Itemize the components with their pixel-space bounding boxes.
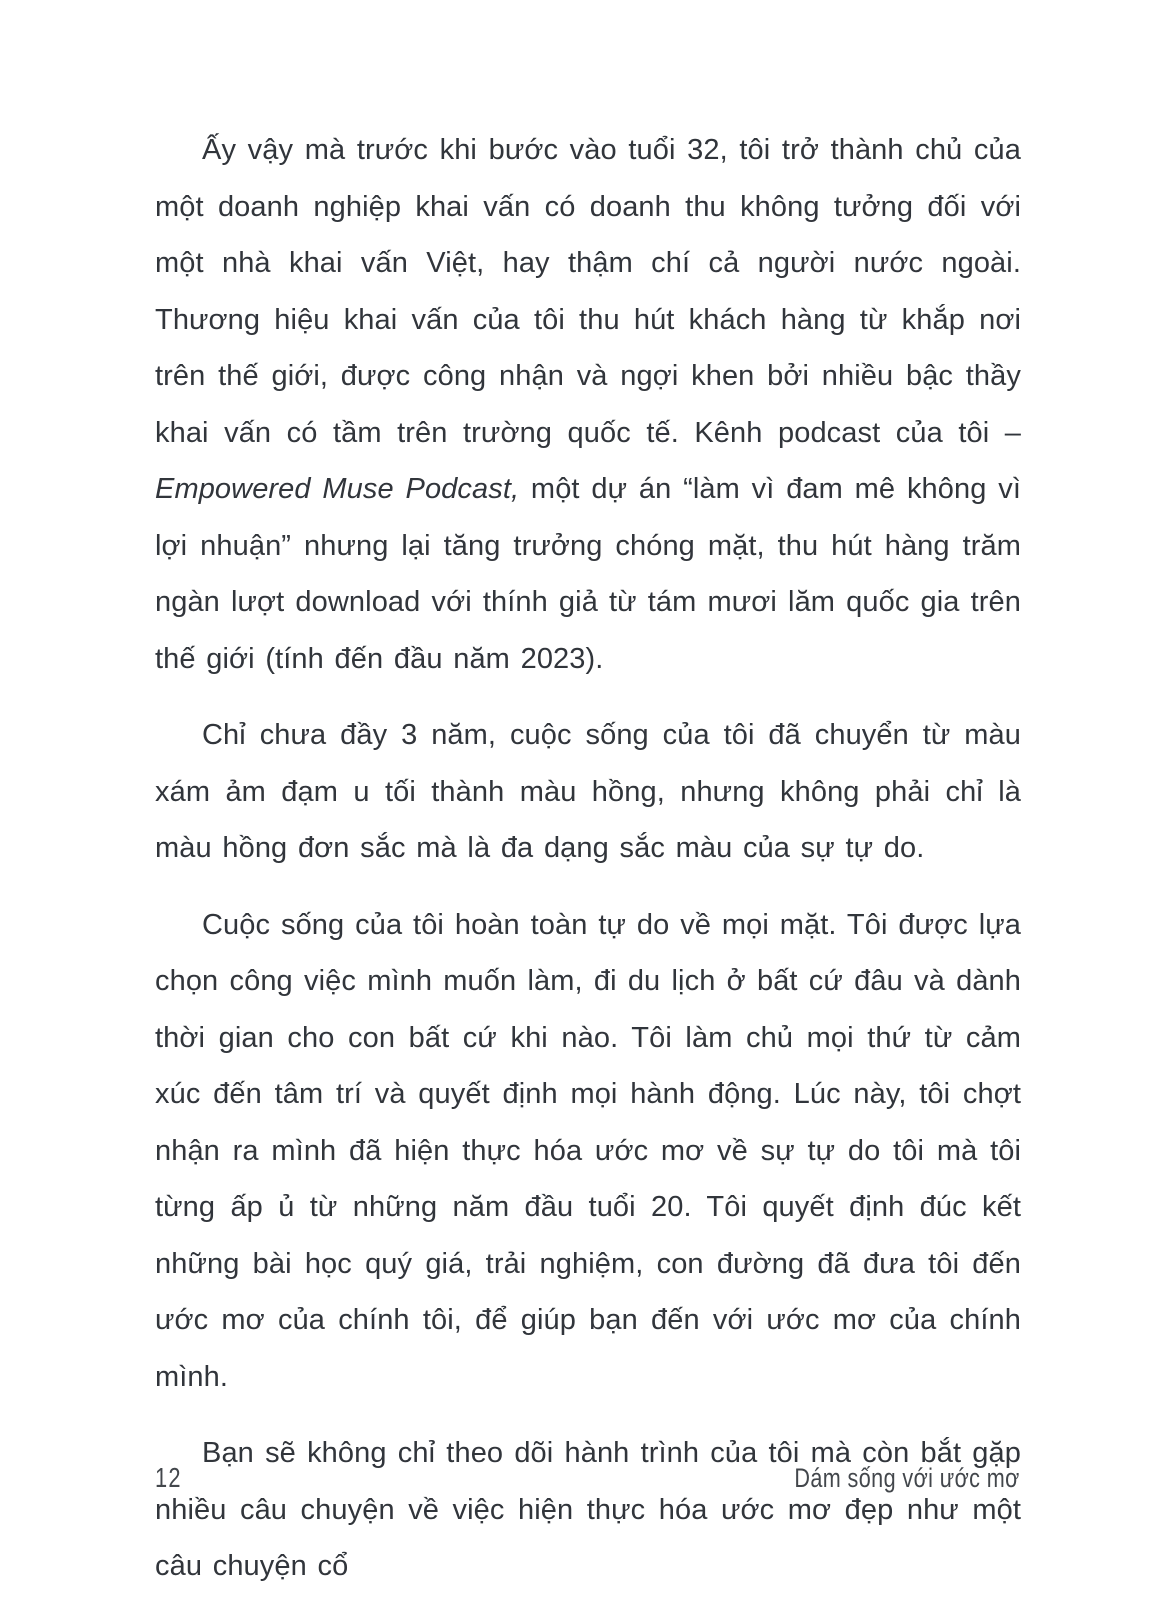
paragraph [155,707,1021,877]
text-segment: Cuộc sống của tôi hoàn toàn tự do về mọi mặt. Tôi được lựa chọn công việc mình muốn làm, đi du lịch ở bất cứ đâu và dành thời gian cho con bất cứ khi nào. Tôi làm chủ mọi thứ từ cảm xúc đến tâm trí và quyết định mọi hành động. Lúc này, tôi chợt nhận ra mình đã hiện thực hóa ước mơ về sự tự do tôi mà tôi từng ấp ủ từ những năm đầu tuổi 20. Tôi quyết định đúc kết những bài học quý giá, trải nghiệm, con đường đã đưa tôi đến ước mơ của chính tôi, để giúp bạn đến với ước mơ của chính mình. [155,908,1021,1393]
paragraph [155,897,1021,1406]
running-head-book-title: Dám sống với ước mơ [794,1463,1020,1493]
text-segment: Ấy vậy mà trước khi bước vào tuổi 32, tôi trở thành chủ của một doanh nghiệp khai vấn có doanh thu không tưởng đối với một nhà khai vấn Việt, hay thậm chí cả người nước ngoài. Thương hiệu khai vấn của tôi thu hút khách hàng từ khắp nơi trên thế giới, được công nhận và ngợi khen bởi nhiều bậc thầy khai vấn có tầm trên trường quốc tế. Kênh podcast của tôi – [155,134,1021,449]
page-number: 12 [155,1462,182,1493]
italic-text-segment: Empowered Muse Podcast, [155,473,520,505]
page-footer [155,1462,1020,1494]
body-text [155,122,1021,1595]
text-segment: Chỉ chưa đầy 3 năm, cuộc sống của tôi đã chuyển từ màu xám ảm đạm u tối thành màu hồng, nhưng không phải chỉ là màu hồng đơn sắc mà là đa dạng sắc màu của sự tự do. [155,719,1021,864]
text-segment: Bạn sẽ không chỉ theo dõi hành trình của tôi mà còn bắt gặp nhiều câu chuyện về việc hiện thực hóa ước mơ đẹp như một câu chuyện cổ [155,1437,1021,1582]
paragraph [155,122,1021,687]
text-segment: một dự án “làm vì đam mê không vì lợi nhuận” nhưng lại tăng trưởng chóng mặt, thu hút hàng trăm ngàn lượt download với thính giả từ tám mươi lăm quốc gia trên thế giới (tính đến đầu năm 2023). [155,473,1021,675]
paragraph [155,1425,1021,1595]
